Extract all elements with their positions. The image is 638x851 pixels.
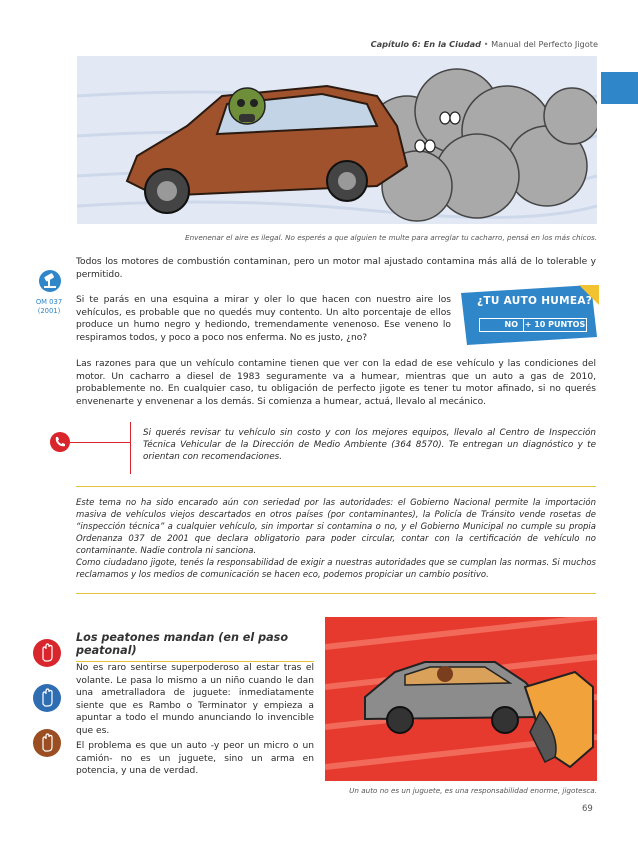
brown-hand-icon	[33, 729, 61, 757]
tip-vertical-rule	[130, 422, 131, 474]
running-header	[371, 39, 598, 49]
observation-paragraph: Si te parás en una esquina a mirar y oler lo que hacen con nuestro aire los vehículos, es probable que no quedés muy contento. Un alto porcentaje de ellos produce un humo negro y hediondo, tremendamente venenoso. Ese veneno lo respiramos todos, y poco a poco nos enferma. No es justo, ¿no?	[76, 295, 451, 343]
pedestrians-section-title: Los peatones mandan (en el paso peatonal)	[76, 631, 314, 662]
authorities-note	[76, 497, 596, 581]
badge-points: + 10 PUNTOS	[524, 320, 586, 329]
smoking-car-illustration	[77, 56, 597, 224]
pedestrians-paragraph-2: El problema es que un auto -y peor un micro o un camión- no es un juguete, sino un arma en potencia, y una de verdad.	[76, 741, 314, 777]
blue-hand-icon	[33, 684, 61, 712]
top-figure-caption: Envenenar el aire es ilegal. No esperés a que alguien te multe para arreglar tu cacharro, pensá en los más chicos.	[185, 233, 597, 242]
inspection-tip: Si querés revisar tu vehículo sin costo y con los mejores equipos, llevalo al Centro de Inspección Técnica Vehicular de la Dirección de Medio Ambiente (364 8570). Te entregan un diagnóstico y te orientan con recomendaciones.	[143, 428, 596, 462]
header-separator: •	[483, 39, 489, 49]
ordinance-year: (2001)	[37, 307, 61, 315]
page-number: 69	[582, 804, 593, 814]
car-gun-illustration	[325, 617, 597, 781]
chapter-side-tab	[601, 72, 638, 104]
reasons-paragraph: Las razones para que un vehículo contamine tienen que ver con la edad de ese vehículo y las condiciones del motor. Un cacharro a diesel de 1983 seguramente va a humear, mientras que un auto a gas de 2010, probablemente no. En cualquier caso, tu obligación de perfecto jigote es tener tu motor afinado, si no querés envenenarte y envenenar a los demás. Si comienza a humear, actuá, llevalo al mecánico.	[76, 359, 596, 407]
chapter-title: Capítulo 6: En la Ciudad	[370, 39, 482, 49]
authorities-note-part2: Como ciudadano jigote, tenés la responsabilidad de exigir a nuestras autoridades que se cumplan las normas. Si muchos reclamamos y los medios de comunicación se hacen eco, podemos propiciar un cambio positivo.	[76, 558, 596, 580]
law-gavel-icon	[39, 270, 61, 292]
book-title: Manual del Perfecto Jigote	[491, 39, 598, 49]
pedestrians-paragraph-1: No es raro sentirse superpoderoso al estar tras el volante. Le pasa lo mismo a un niño cuando le dan una ametralladora de juguete: inmediatamente siente que es Rambo o Terminator y empieza a apuntar a todo el mundo anunciando lo invencible que es.	[76, 663, 314, 736]
smoke-score-badge	[459, 285, 599, 345]
badge-score-row	[479, 318, 587, 332]
badge-option-no: NO	[480, 319, 524, 331]
phone-icon	[50, 432, 70, 452]
tip-connector-line	[70, 442, 130, 443]
ordinance-reference	[34, 298, 64, 316]
intro-paragraph: Todos los motores de combustión contaminan, pero un motor mal ajustado contamina más allá de lo tolerable y permitido.	[76, 257, 596, 280]
ordinance-code: OM 037	[35, 298, 63, 306]
authorities-note-part1: Este tema no ha sido encarado aún con seriedad por las autoridades: el Gobierno Nacional permite la importación masiva de vehículos viejos descartados en otros países (por contaminantes), la Policía de Tránsito vende rosetas de “inspección técnica” a cualquier vehículo, sin importar si contamina o no, y el Gobierno Municipal no cumple su propia Ordenanza 037 de 2001 que declara obligatorio para poder circular, contar con la certificación de vehículo no contaminante. Nadie controla ni sanciona.	[76, 498, 596, 556]
red-hand-icon	[33, 639, 61, 667]
badge-question: ¿TU AUTO HUMEA?	[477, 295, 593, 307]
bottom-figure-caption: Un auto no es un juguete, es una responsabilidad enorme, jigotesca.	[349, 786, 597, 795]
